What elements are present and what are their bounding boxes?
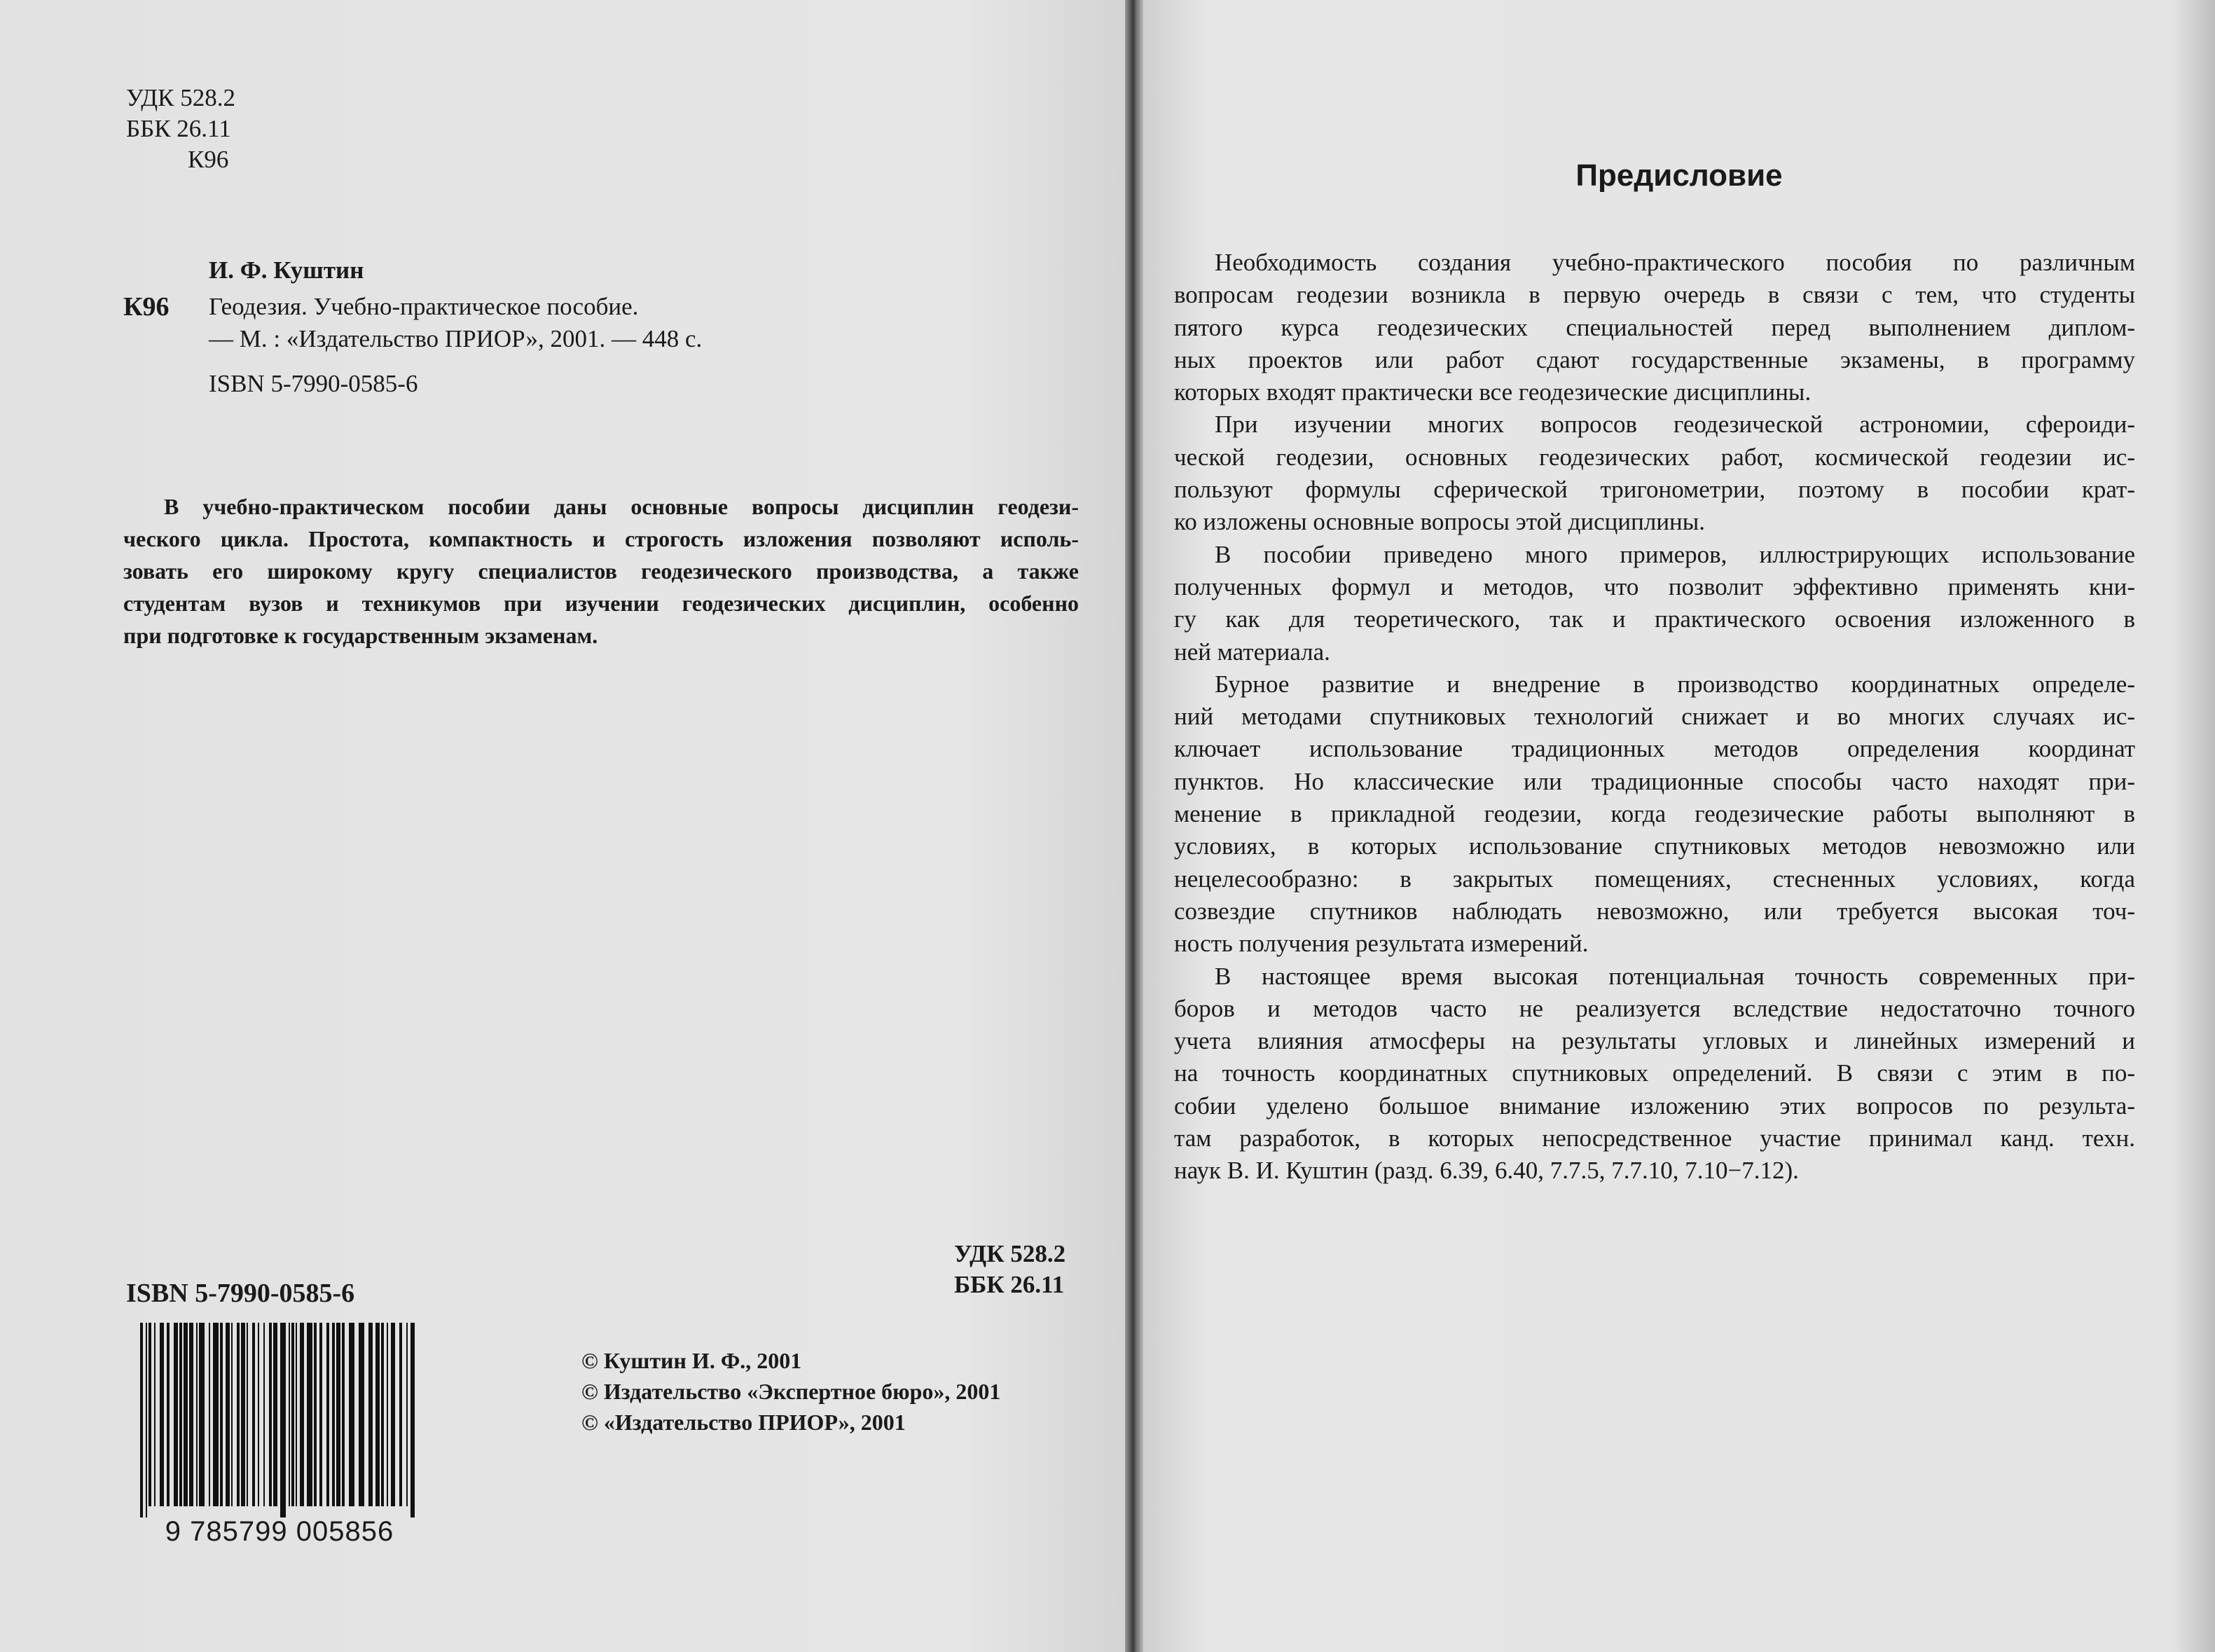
barcode-bar: [149, 1323, 151, 1506]
preface-line: ний методами спутниковых технологий снижает и во многих случаях ис-: [1174, 703, 2135, 731]
author-mark-top: К96: [188, 146, 229, 173]
barcode-bar: [199, 1323, 205, 1506]
preface-line: боров и методов часто не реализуется вследствие недостаточно точного: [1174, 994, 2135, 1022]
preface-line: гу как для теоретического, так и практического освоения изложенного в: [1174, 605, 2135, 633]
copyright-line: © «Издательство ПРИОР», 2001: [581, 1410, 906, 1435]
barcode-bar: [291, 1323, 294, 1506]
isbn-bold: ISBN 5-7990-0585-6: [126, 1279, 355, 1308]
preface-line: ных проектов или работ сдают государственные экзамены, в программу: [1174, 345, 2135, 373]
barcode-bar: [226, 1323, 230, 1506]
annotation-line: при подготовке к государственным экзаменам.: [123, 623, 598, 648]
barcode-bar: [319, 1323, 322, 1506]
preface-line: В настоящее время высокая потенциальная точность современных при-: [1215, 962, 2135, 990]
book-spine: [1125, 0, 1143, 1652]
barcode-bar: [280, 1323, 286, 1517]
preface-line: менение в прикладной геодезии, когда геодезические работы выполняют в: [1174, 800, 2135, 828]
barcode-bar: [184, 1323, 188, 1506]
barcode-bar: [252, 1323, 255, 1506]
barcode-bar: [160, 1323, 164, 1506]
barcode-bar: [342, 1323, 345, 1506]
preface-line: Необходимость создания учебно-практического пособия по различным: [1215, 249, 2135, 276]
barcode-bar: [399, 1323, 402, 1506]
barcode-bar: [296, 1323, 297, 1506]
barcode-bar: [300, 1323, 304, 1506]
barcode-bar: [387, 1323, 388, 1506]
preface-line: пользуют формулы сферической тригонометрии, поэтому в пособии крат-: [1174, 476, 2135, 504]
copyright-line: © Куштин И. Ф., 2001: [581, 1348, 802, 1373]
preface-line: созвездие спутников наблюдать невозможно, или требуется высокая точ-: [1174, 897, 2135, 925]
annotation-line: В учебно-практическом пособии даны основные вопросы дисциплин геодези-: [164, 494, 1079, 519]
preface-line: При изучении многих вопросов геодезической астрономии, сфероиди-: [1215, 411, 2135, 439]
preface-line: полученных формул и методов, что позволит эффективно применять кни-: [1174, 572, 2135, 600]
barcode-bar: [146, 1323, 147, 1517]
isbn-line: ISBN 5-7990-0585-6: [209, 370, 418, 397]
barcode-bar: [263, 1323, 265, 1506]
barcode-bar: [406, 1323, 408, 1506]
preface-line: ключает использование традиционных методов определения координат: [1174, 735, 2135, 763]
barcode: [137, 1323, 422, 1517]
barcode-bar: [314, 1323, 317, 1506]
udk-code-bottom: УДК 528.2: [954, 1240, 1066, 1267]
publisher-line: — М. : «Издательство ПРИОР», 2001. — 448 с.: [209, 325, 703, 352]
annotation-line: зовать его широкому кругу специалистов геодезического производства, а также: [123, 558, 1079, 584]
barcode-bar: [375, 1323, 380, 1506]
preface-line: пунктов. Но классические или традиционные способы часто находят при-: [1174, 767, 2135, 795]
barcode-bar: [381, 1323, 384, 1506]
barcode-bar: [209, 1323, 210, 1506]
preface-line: ко изложены основные вопросы этой дисциплины.: [1174, 508, 1706, 536]
preface-title: Предисловие: [1575, 158, 1783, 193]
barcode-bar: [269, 1323, 272, 1506]
preface-line: ческой геодезии, основных геодезических работ, космической геодезии ис-: [1174, 443, 2135, 471]
preface-line: собии уделено большое внимание изложению этих вопросов по результа-: [1174, 1092, 2135, 1120]
barcode-bar: [196, 1323, 198, 1506]
preface-text: [1174, 247, 2135, 1188]
barcode-bar: [237, 1323, 240, 1506]
udk-code-top: УДК 528.2: [126, 84, 235, 111]
barcode-bar: [336, 1323, 340, 1506]
barcode-bar: [154, 1323, 156, 1506]
barcode-bar: [241, 1323, 245, 1506]
author-mark: К96: [123, 292, 170, 322]
annotation-line: студентам вузов и техникумов при изучении геодезических дисциплин, особенно: [123, 591, 1079, 616]
copyright-line: © Издательство «Экспертное бюро», 2001: [581, 1379, 1001, 1404]
barcode-bar: [359, 1323, 364, 1506]
barcode-bar: [289, 1323, 290, 1506]
preface-line: на точность координатных спутниковых определений. В связи с этим в по-: [1174, 1059, 2135, 1087]
barcode-bar: [140, 1323, 143, 1517]
barcode-digits: 9 785799 005856: [165, 1516, 394, 1547]
barcode-bar: [174, 1323, 178, 1506]
preface-line: Бурное развитие и внедрение в производство координатных определе-: [1215, 670, 2135, 698]
bbk-code-bottom: ББК 26.11: [954, 1271, 1065, 1298]
barcode-bar: [410, 1323, 415, 1517]
barcode-bar: [326, 1323, 329, 1506]
preface-line: условиях, в которых использование спутниковых методов невозможно или: [1174, 832, 2135, 860]
preface-line: пятого курса геодезических специальностей перед выполнением диплом-: [1174, 313, 2135, 341]
preface-line: ней материала.: [1174, 638, 1330, 666]
annotation: [123, 490, 1079, 652]
preface-line: нецелесообразно: в закрытых помещениях, стесненных условиях, когда: [1174, 865, 2135, 893]
annotation-line: ческого цикла. Простота, компактность и строгость изложения позволяют исполь-: [123, 526, 1079, 551]
preface-line: там разработок, в которых непосредственное участие принимал канд. техн.: [1174, 1124, 2135, 1152]
preface-line: В пособии приведено много примеров, иллюстрирующих использование: [1215, 540, 2135, 568]
barcode-bar: [391, 1323, 395, 1506]
barcode-bar: [332, 1323, 335, 1506]
author-name: И. Ф. Куштин: [209, 256, 364, 284]
book-title: Геодезия. Учебно-практическое пособие.: [209, 293, 639, 320]
preface-line: наук В. И. Куштин (разд. 6.39, 6.40, 7.7.5, 7.7.10, 7.10−7.12).: [1174, 1157, 1799, 1185]
barcode-bar: [213, 1323, 219, 1506]
barcode-bar: [231, 1323, 233, 1506]
preface-line: которых входят практически все геодезические дисциплины.: [1174, 378, 1812, 406]
barcode-bar: [220, 1323, 223, 1506]
barcode-bar: [189, 1323, 193, 1506]
barcode-bar: [247, 1323, 248, 1506]
barcode-bar: [258, 1323, 259, 1506]
barcode-bar: [167, 1323, 170, 1506]
barcode-bar: [349, 1323, 354, 1506]
barcode-bar: [368, 1323, 373, 1506]
barcode-bar: [179, 1323, 182, 1506]
preface-line: ность получения результата измерений.: [1174, 930, 1589, 958]
preface-line: учета влияния атмосферы на результаты угловых и линейных измерений и: [1174, 1027, 2135, 1055]
preface-line: вопросам геодезии возникла в первую очередь в связи с тем, что студенты: [1174, 281, 2135, 309]
bbk-code-top: ББК 26.11: [126, 115, 231, 142]
barcode-bar: [307, 1323, 312, 1506]
barcode-bar: [273, 1323, 277, 1506]
